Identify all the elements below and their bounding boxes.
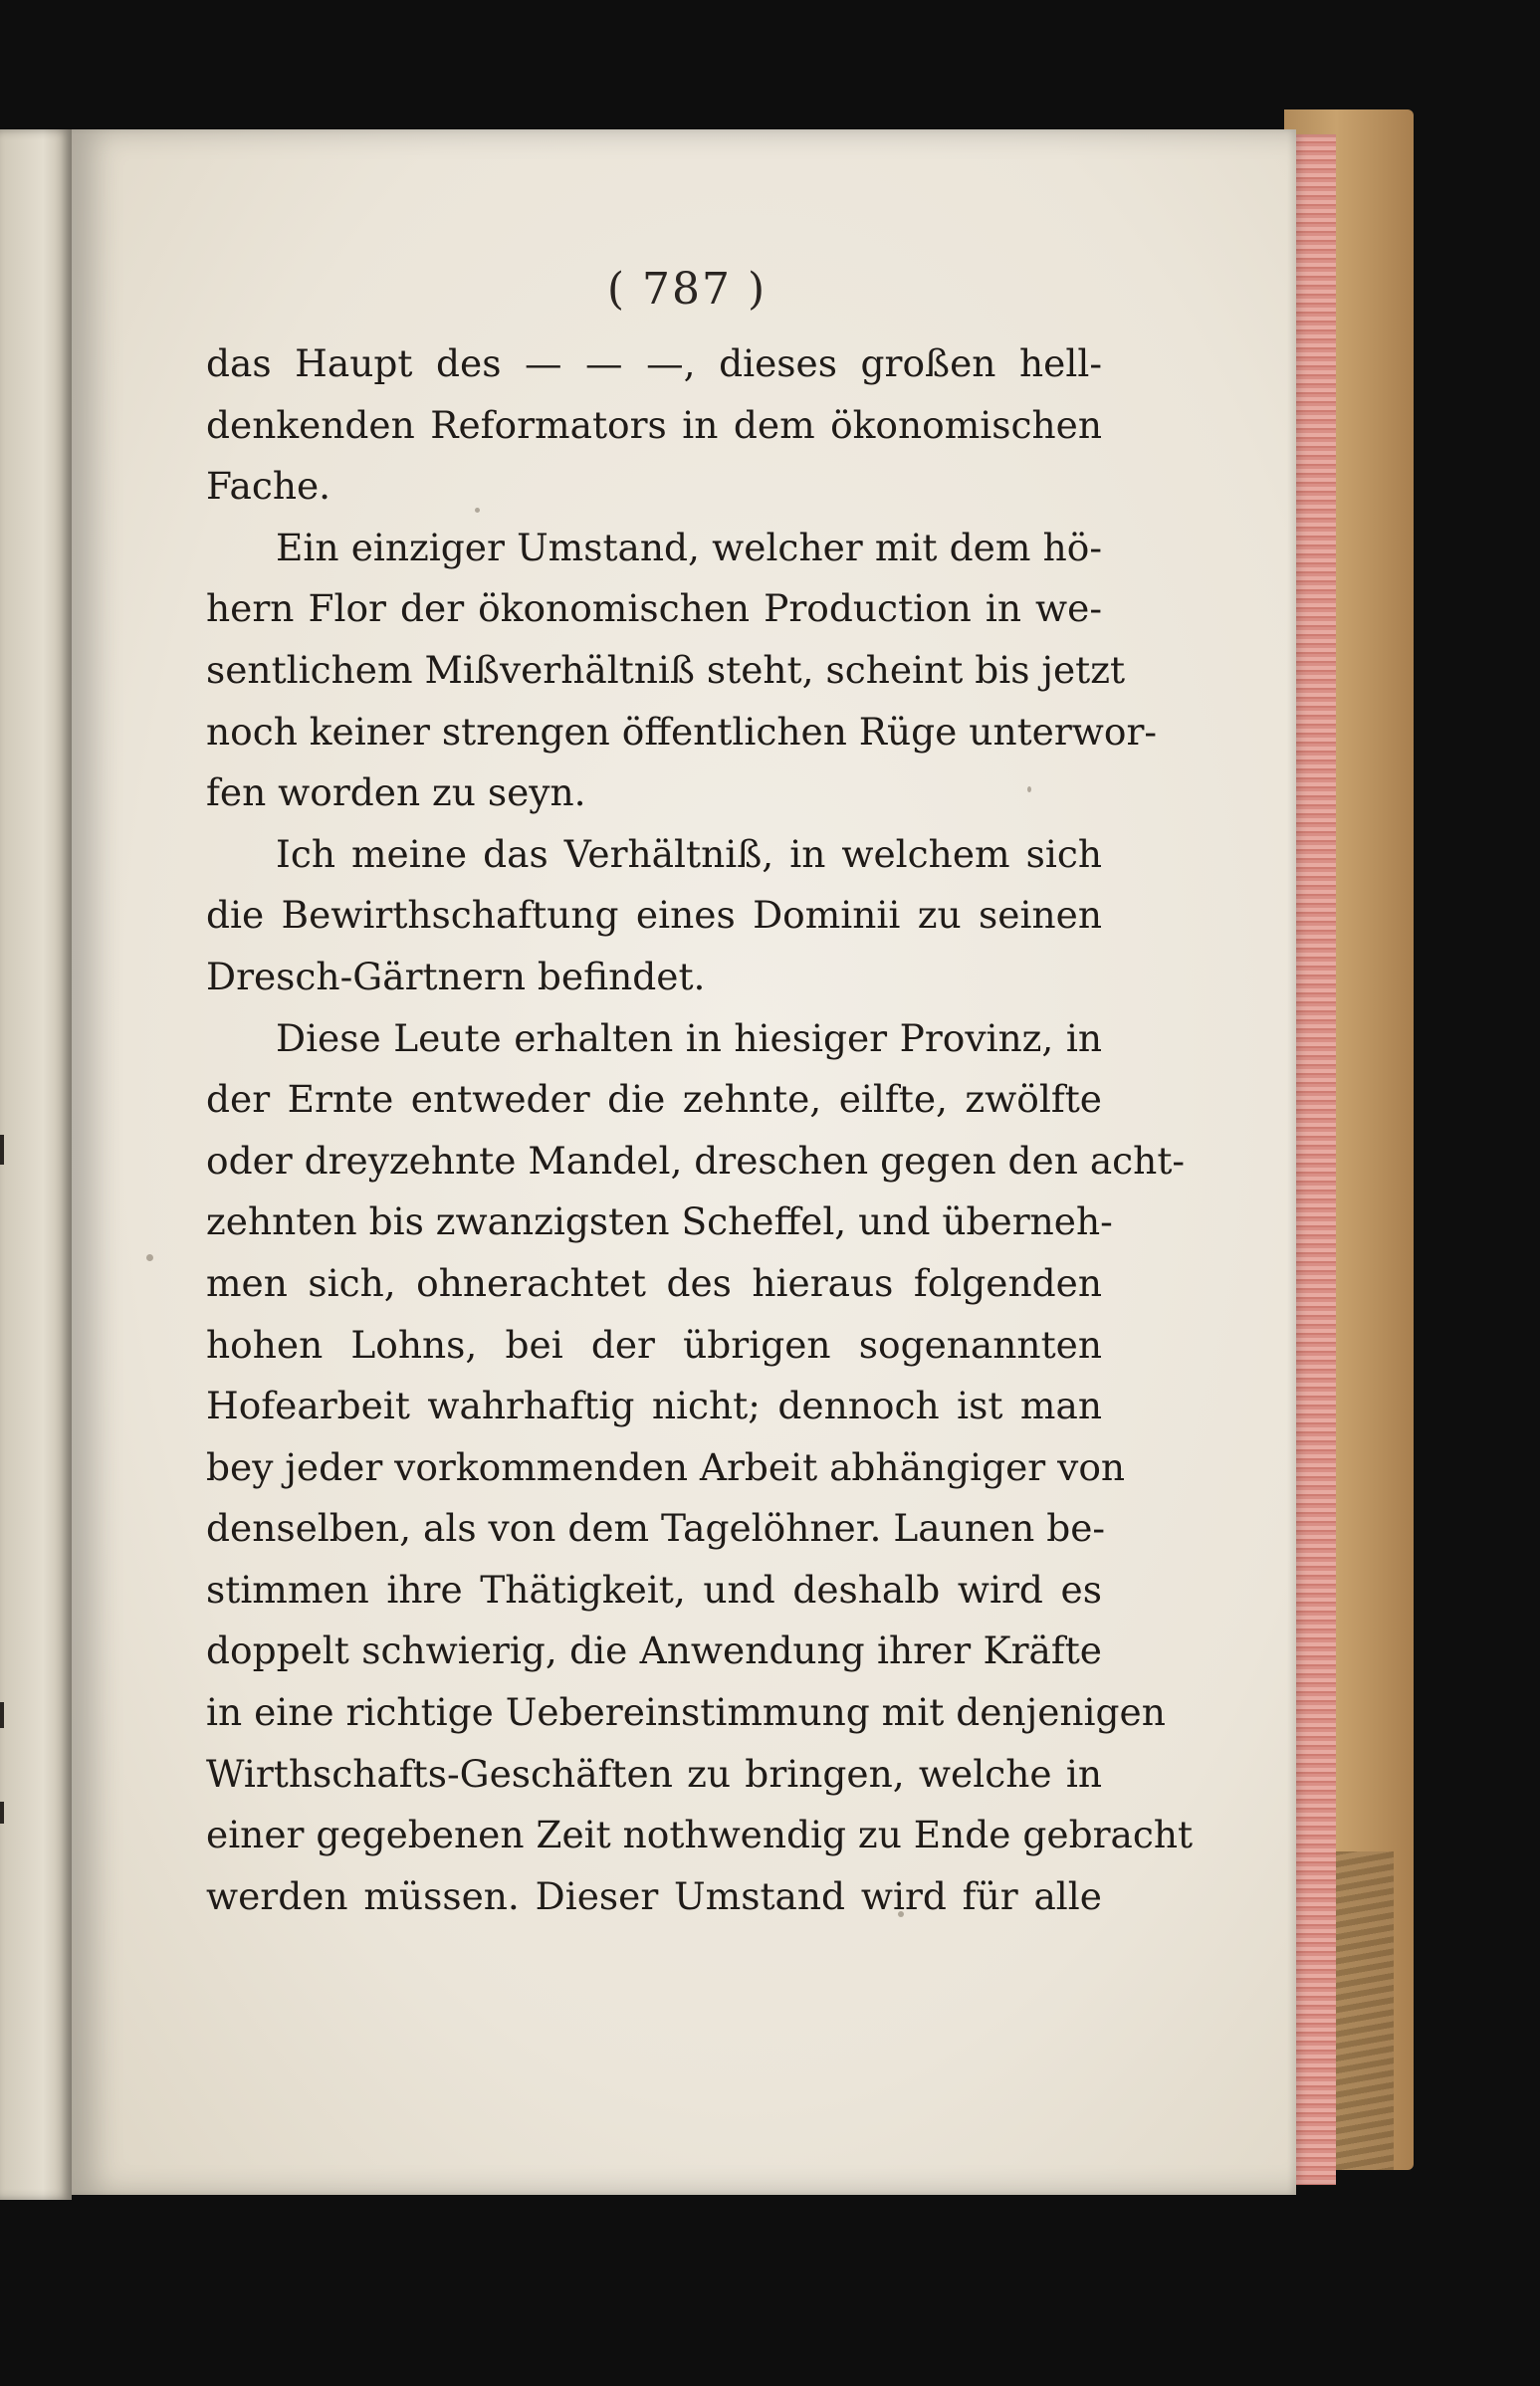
text-line: noch keiner strengen öffentlichen Rüge unterwor- xyxy=(206,709,1158,754)
ink-bleed-mark xyxy=(0,1702,4,1728)
text-line: werden müssen. Dieser Umstand wird für alle xyxy=(206,1873,1102,1918)
previous-page-edge xyxy=(0,129,72,2200)
text-line: oder dreyzehnte Mandel, dreschen gegen den acht- xyxy=(206,1138,1186,1183)
text-line: in eine richtige Uebereinstimmung mit denjenigen xyxy=(206,1690,1166,1735)
text-line: stimmen ihre Thätigkeit, und deshalb wird es xyxy=(206,1567,1102,1612)
ink-bleed-mark xyxy=(0,1135,4,1165)
text-line: Ein einziger Umstand, welcher mit dem hö- xyxy=(276,525,1102,569)
page-number: ( 787 ) xyxy=(606,264,768,315)
text-line: Diese Leute erhalten in hiesiger Provinz, in xyxy=(276,1015,1102,1060)
text-line: Ich meine das Verhältniß, in welchem sich xyxy=(276,831,1102,876)
text-line: Wirthschafts-Geschäften zu bringen, welche in xyxy=(206,1751,1102,1796)
text-line: doppelt schwierig, die Anwendung ihrer Kräfte xyxy=(206,1628,1102,1673)
ink-bleed-mark xyxy=(0,1802,4,1824)
text-line: die Bewirthschaftung eines Dominii zu seinen xyxy=(206,893,1102,938)
text-line: fen worden zu seyn. xyxy=(206,770,586,815)
text-line: Fache. xyxy=(206,464,331,509)
text-line: Hofearbeit wahrhaftig nicht; dennoch ist man xyxy=(206,1384,1102,1428)
text-line: das Haupt des — — —, dieses großen hell- xyxy=(206,341,1102,385)
text-line: bey jeder vorkommenden Arbeit abhängiger von xyxy=(206,1444,1126,1489)
paper-speck xyxy=(146,1254,153,1261)
text-line: der Ernte entweder die zehnte, eilfte, zwölfte xyxy=(206,1077,1102,1122)
text-line: hern Flor der ökonomischen Production in we- xyxy=(206,586,1102,631)
text-line: einer gegebenen Zeit nothwendig zu Ende gebracht xyxy=(206,1813,1194,1857)
text-line: hohen Lohns, bei der übrigen sogenannten xyxy=(206,1322,1102,1367)
red-sprinkled-fore-edge xyxy=(1294,134,1336,2185)
text-line: Dresch-Gärtnern befindet. xyxy=(206,954,706,998)
text-line: denselben, als von dem Tagelöhner. Launen be- xyxy=(206,1506,1106,1551)
body-text xyxy=(206,333,1194,1927)
text-line: men sich, ohnerachtet des hieraus folgenden xyxy=(206,1260,1102,1305)
text-line: denkenden Reformators in dem ökonomischen xyxy=(206,402,1102,447)
text-line: zehnten bis zwanzigsten Scheffel, und überneh- xyxy=(206,1199,1113,1244)
text-line: sentlichem Mißverhältniß steht, scheint bis jetzt xyxy=(206,647,1126,692)
